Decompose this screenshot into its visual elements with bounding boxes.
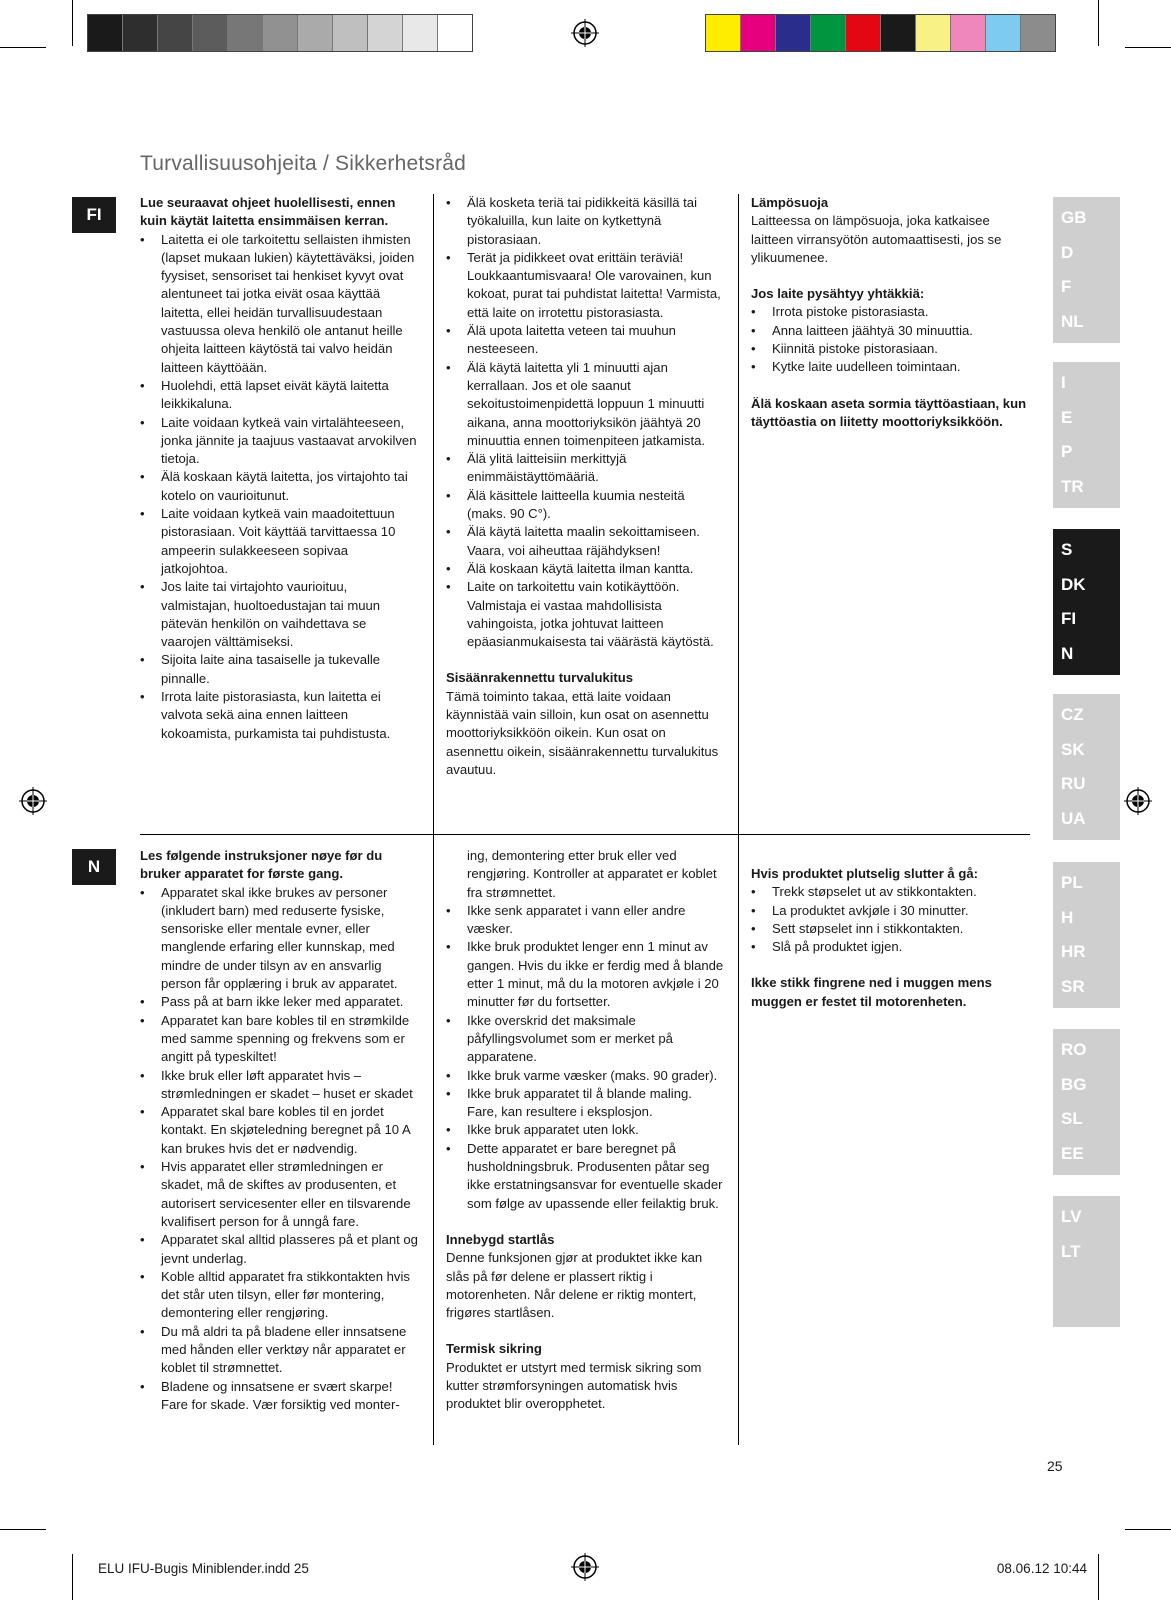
page-number: 25 xyxy=(1047,1458,1063,1474)
list-item: • Älä käsittele laitteella kuumia nesteitä (maks. 90 C°). xyxy=(446,487,724,524)
list-item: • Jos laite tai virtajohto vaurioituu, valmistajan, huoltoedustajan tai muun pätevän henkilön on vaihdettava se vaarojen välttämiseksi. xyxy=(140,578,418,651)
list-item: • Trekk støpselet ut av stikkontakten. xyxy=(751,883,1029,901)
n-column-1 xyxy=(140,847,418,1414)
list-item: • Laite voidaan kytkeä vain virtalähteeseen, jonka jännite ja taajuus vastaavat arvokilven tietoja. xyxy=(140,414,418,469)
n-safety-list xyxy=(140,884,418,1415)
list-item: • Älä käytä laitetta yli 1 minuutti ajan kerrallaan. Jos et ole saanut sekoitustoimenpidettä loppuun 1 minuutti aikana, anna moottoriyksikön jäähtyä 20 minuuttia ennen toimenpiteen jatkamista. xyxy=(446,359,724,450)
list-item: • Laite voidaan kytkeä vain maadoitettuun pistorasiaan. Voit käyttää tarvittaessa 10 ampeerin sulakkeeseen sopivaa jatkojohtoa. xyxy=(140,505,418,578)
fi-intro: Lue seuraavat ohjeet huolellisesti, ennen kuin käytät laitetta ensimmäisen kerran. xyxy=(140,195,396,229)
language-tab-nl[interactable]: NL xyxy=(1061,311,1084,331)
language-tab-sr[interactable]: SR xyxy=(1061,976,1085,996)
section-lang-badge-n: N xyxy=(72,849,116,885)
color-swatch xyxy=(811,15,846,51)
fi-warning: Älä koskaan aseta sormia täyttöastiaan, kun täyttöastia on liitetty moottoriyksikköön. xyxy=(751,395,1027,429)
color-swatch xyxy=(881,15,916,51)
language-tab-lv[interactable]: LV xyxy=(1061,1207,1082,1226)
fi-safety-list xyxy=(140,231,418,743)
language-tab-ro[interactable]: RO xyxy=(1061,1040,1087,1059)
language-tab-pl[interactable]: PL xyxy=(1061,873,1083,892)
list-item: • Laite on tarkoitettu vain kotikäyttöön. Valmistaja ei vastaa mahdollisista vahingoista, jotka johtuvat laitteen epäasianmukaisesta tai väärästä käytöstä. xyxy=(446,578,724,651)
n-continued-text: ing, demontering etter bruk eller ved rengjøring. Kontroller at apparatet er koblet fra strømnettet. xyxy=(467,848,717,900)
language-tab-tr[interactable]: TR xyxy=(1061,476,1084,496)
fi-safety-list-2 xyxy=(446,194,724,651)
fi-stop-heading: Jos laite pysähtyy yhtäkkiä: xyxy=(751,286,925,302)
language-tab-group xyxy=(1053,1029,1120,1175)
language-tab-cz[interactable]: CZ xyxy=(1061,705,1084,724)
list-item: • Sett støpselet inn i stikkontakten. xyxy=(751,920,1029,938)
list-item: • Ikke bruk varme væsker (maks. 90 grader). xyxy=(446,1067,724,1085)
footer-date: 08.06.12 10:44 xyxy=(996,1561,1087,1576)
grey-swatch xyxy=(438,15,472,51)
n-thermal-heading: Termisk sikring xyxy=(446,1341,542,1357)
language-tab-ru[interactable]: RU xyxy=(1061,774,1086,793)
grey-swatch xyxy=(403,15,438,51)
color-swatch xyxy=(916,15,951,51)
list-item: • Bladene og innsatsene er svært skarpe! Fare for skade. Vær forsiktig ved monter- xyxy=(140,1378,418,1415)
list-item: • Kytke laite uudelleen toimintaan. xyxy=(751,358,1029,376)
grey-swatch xyxy=(193,15,228,51)
n-safety-list-2 xyxy=(446,902,724,1213)
list-item: • Anna laitteen jäähtyä 30 minuuttia. xyxy=(751,322,1029,340)
list-item: • Ikke bruk produktet lenger enn 1 minut av gangen. Hvis du ikke er ferdig med å blande etter 1 minut, må du la motoren avkjøle i 20 minutter før du fortsetter. xyxy=(446,938,724,1011)
language-tab-i[interactable]: I xyxy=(1061,373,1066,392)
list-item: • Apparatet skal bare kobles til en jordet kontakt. En skjøteledning beregnet på 10 A kan brukes hvis det er nødvendig. xyxy=(140,1103,418,1158)
list-item: • Ikke bruk apparatet uten lokk. xyxy=(446,1121,724,1139)
n-stop-list xyxy=(751,883,1029,956)
language-tab-bg[interactable]: BG xyxy=(1061,1074,1087,1094)
list-item: • Huolehdi, että lapset eivät käytä laitetta leikkikaluna. xyxy=(140,377,418,414)
language-tab-group xyxy=(1053,362,1120,508)
language-tab-f[interactable]: F xyxy=(1061,277,1072,296)
list-item: • Slå på produktet igjen. xyxy=(751,938,1029,956)
language-tab-hr[interactable]: HR xyxy=(1061,942,1086,961)
fi-thermal-heading: Lämpösuoja xyxy=(751,195,829,210)
list-item: • Älä koskaan käytä laitetta ilman kantta. xyxy=(446,560,724,578)
list-item: • Ikke bruk apparatet til å blande maling. Fare, kan resultere i eksplosjon. xyxy=(446,1085,724,1122)
list-item: • Hvis apparatet eller strømledningen er skadet, må de skiftes av produsenten, et autorisert servicesenter eller en tilsvarende kvalifisert person for å unngå fare. xyxy=(140,1158,418,1231)
language-tab-lt[interactable]: LT xyxy=(1061,1241,1081,1261)
n-intro: Les følgende instruksjoner nøye før du bruker apparatet for første gang. xyxy=(140,848,383,882)
language-tab-p[interactable]: P xyxy=(1061,442,1073,461)
language-tab-fi[interactable]: FI xyxy=(1061,609,1077,628)
fi-stop-list xyxy=(751,303,1029,376)
list-item: • Ikke bruk eller løft apparatet hvis – strømledningen er skadet – huset er skadet xyxy=(140,1067,418,1104)
list-item: • Dette apparatet er bare beregnet på husholdningsbruk. Produsenten påtar seg ikke erstatningsansvar for eventuelle skader som følge av upassende eller feilaktig bruk. xyxy=(446,1140,724,1213)
color-swatch xyxy=(951,15,986,51)
list-item: • Älä upota laitetta veteen tai muuhun nesteeseen. xyxy=(446,322,724,359)
list-item: • Sijoita laite aina tasaiselle ja tukevalle pinnalle. xyxy=(140,651,418,688)
list-item: • Älä kosketa teriä tai pidikkeitä käsillä tai työkaluilla, kun laite on kytkettynä pistorasiaan. xyxy=(446,194,724,249)
fi-thermal-text: Laitteessa on lämpösuoja, joka katkaisee laitteen virransyötön automaattisesti, jos se ylikuumenee. xyxy=(751,213,1002,265)
language-tab-group xyxy=(1053,862,1120,1008)
language-tab-e[interactable]: E xyxy=(1061,407,1073,427)
process-color-bar xyxy=(705,14,1056,52)
fi-lock-heading: Sisäänrakennettu turvalukitus xyxy=(446,670,634,686)
color-swatch xyxy=(706,15,741,51)
n-lock-heading: Innebygd startlås xyxy=(446,1231,555,1247)
language-tab-group xyxy=(1053,197,1120,343)
list-item: • Du må aldri ta på bladene eller innsatsene med hånden eller verktøy når apparatet er koblet til strømnettet. xyxy=(140,1323,418,1378)
color-swatch xyxy=(1021,15,1055,51)
language-tab-group xyxy=(1053,1196,1120,1327)
n-column-2 xyxy=(446,847,724,1414)
column-divider xyxy=(738,194,739,834)
fi-column-3 xyxy=(751,194,1029,431)
list-item: • Pass på at barn ikke leker med apparatet. xyxy=(140,993,418,1011)
grey-swatch xyxy=(368,15,403,51)
footer-file-name: ELU IFU-Bugis Miniblender.indd 25 xyxy=(98,1561,309,1576)
list-item: • La produktet avkjøle i 30 minutter. xyxy=(751,902,1029,920)
section-lang-badge-fi: FI xyxy=(72,197,116,233)
list-item: • Irrota laite pistorasiasta, kun laitetta ei valvota sekä aina ennen laitteen kokoamista, purkamista tai puhdistusta. xyxy=(140,688,418,743)
n-column-3 xyxy=(751,865,1029,1011)
list-item: • Kiinnitä pistoke pistorasiaan. xyxy=(751,340,1029,358)
list-item: • Irrota pistoke pistorasiasta. xyxy=(751,303,1029,321)
grey-swatch xyxy=(123,15,158,51)
language-tab-s[interactable]: S xyxy=(1061,540,1073,559)
list-item: • Laitetta ei ole tarkoitettu sellaisten ihmisten (lapset mukaan lukien) käytettäväksi, joiden fyysiset, sensoriset tai henkiset kyvyt ovat alentuneet tai jotka eivät osaa käyttää laitetta, ellei heidän turvallisuudestaan vastuussa oleva henkilö ole antanut heille ohjeita laitteen käytöstä tai valvo heidän laitteen käyttöään. xyxy=(140,231,418,377)
list-item: • Älä käytä laitetta maalin sekoittamiseen. Vaara, voi aiheuttaa räjähdyksen! xyxy=(446,523,724,560)
language-tab-group xyxy=(1053,694,1120,840)
registration-mark-icon xyxy=(571,19,599,47)
list-item: • Terät ja pidikkeet ovat erittäin teräviä! Loukkaantumisvaara! Ole varovainen, kun kokoat, purat tai puhdistat laitetta! Varmista, että laite on irrotettu pistorasiasta. xyxy=(446,249,724,322)
n-thermal-text: Produktet er utstyrt med termisk sikring som kutter strømforsyningen automatisk hvis produktet blir overopphetet. xyxy=(446,1359,702,1412)
list-item: • Ikke overskrid det maksimale påfyllingsvolumet som er merket på apparatene. xyxy=(446,1012,724,1067)
grey-swatch xyxy=(158,15,193,51)
grey-swatch xyxy=(333,15,368,51)
list-item: • Apparatet skal ikke brukes av personer (inkludert barn) med reduserte fysiske, sensoriske eller mentale evner, eller manglende erfaring eller kunnskap, med mindre de under tilsyn av en ansvarlig person får opplæring i bruk av apparatet. xyxy=(140,884,418,994)
n-warning: Ikke stikk fingrene ned i muggen mens muggen er festet til motorenheten. xyxy=(751,975,992,1009)
color-swatch xyxy=(776,15,811,51)
page-title: Turvallisuusohjeita / Sikkerhetsråd xyxy=(140,152,467,175)
language-tab-group xyxy=(1053,529,1120,675)
color-swatch xyxy=(741,15,776,51)
language-tab-ua[interactable]: UA xyxy=(1061,808,1086,828)
color-swatch xyxy=(846,15,881,51)
grey-swatch xyxy=(298,15,333,51)
list-item: • Ikke senk apparatet i vann eller andre væsker. xyxy=(446,902,724,939)
fi-column-2 xyxy=(446,194,724,779)
list-item: • Koble alltid apparatet fra stikkontakten hvis det står uten tilsyn, eller før montering, demontering eller rengjøring. xyxy=(140,1268,418,1323)
list-item: • Apparatet skal alltid plasseres på et plant og jevnt underlag. xyxy=(140,1231,418,1268)
grey-swatch xyxy=(88,15,123,51)
registration-mark-icon xyxy=(1124,787,1152,815)
language-tab-h[interactable]: H xyxy=(1061,907,1074,927)
language-tab-sl[interactable]: SL xyxy=(1061,1109,1083,1128)
language-tab-d[interactable]: D xyxy=(1061,242,1074,262)
registration-mark-icon xyxy=(571,1553,599,1581)
n-stop-heading: Hvis produktet plutselig slutter å gå: xyxy=(751,866,978,881)
grey-swatch xyxy=(228,15,263,51)
language-tab-ee[interactable]: EE xyxy=(1061,1143,1084,1163)
section-divider xyxy=(140,834,1030,835)
n-lock-text: Denne funksjonen gjør at produktet ikke kan slås på før delene er plassert riktig i motorenheten. Når delene er riktig montert, frigøres startlåsen. xyxy=(446,1250,703,1321)
language-tab-sk[interactable]: SK xyxy=(1061,739,1085,759)
language-tab-dk[interactable]: DK xyxy=(1061,574,1086,594)
grey-swatch xyxy=(263,15,298,51)
fi-lock-text: Tämä toiminto takaa, että laite voidaan käynnistää vain silloin, kun osat on asennettu moottoriyksikköön oikein. Kun osat on asennettu oikein, sisäänrakennettu turvalukitus avautuu. xyxy=(446,688,719,777)
language-tab-n[interactable]: N xyxy=(1061,643,1074,663)
grey-color-bar xyxy=(87,14,473,52)
color-swatch xyxy=(986,15,1021,51)
list-item: • Älä ylitä laitteisiin merkittyjä enimmäistäyttömääriä. xyxy=(446,450,724,487)
column-divider xyxy=(738,835,739,1445)
registration-mark-icon xyxy=(19,787,47,815)
fi-column-1 xyxy=(140,194,418,743)
column-divider xyxy=(433,835,434,1445)
column-divider xyxy=(433,194,434,834)
list-item: • Apparatet kan bare kobles til en strømkilde med samme spenning og frekvens som er angitt på typeskiltet! xyxy=(140,1012,418,1067)
list-item: • Älä koskaan käytä laitetta, jos virtajohto tai kotelo on vaurioitunut. xyxy=(140,468,418,505)
language-tab-gb[interactable]: GB xyxy=(1061,208,1087,227)
